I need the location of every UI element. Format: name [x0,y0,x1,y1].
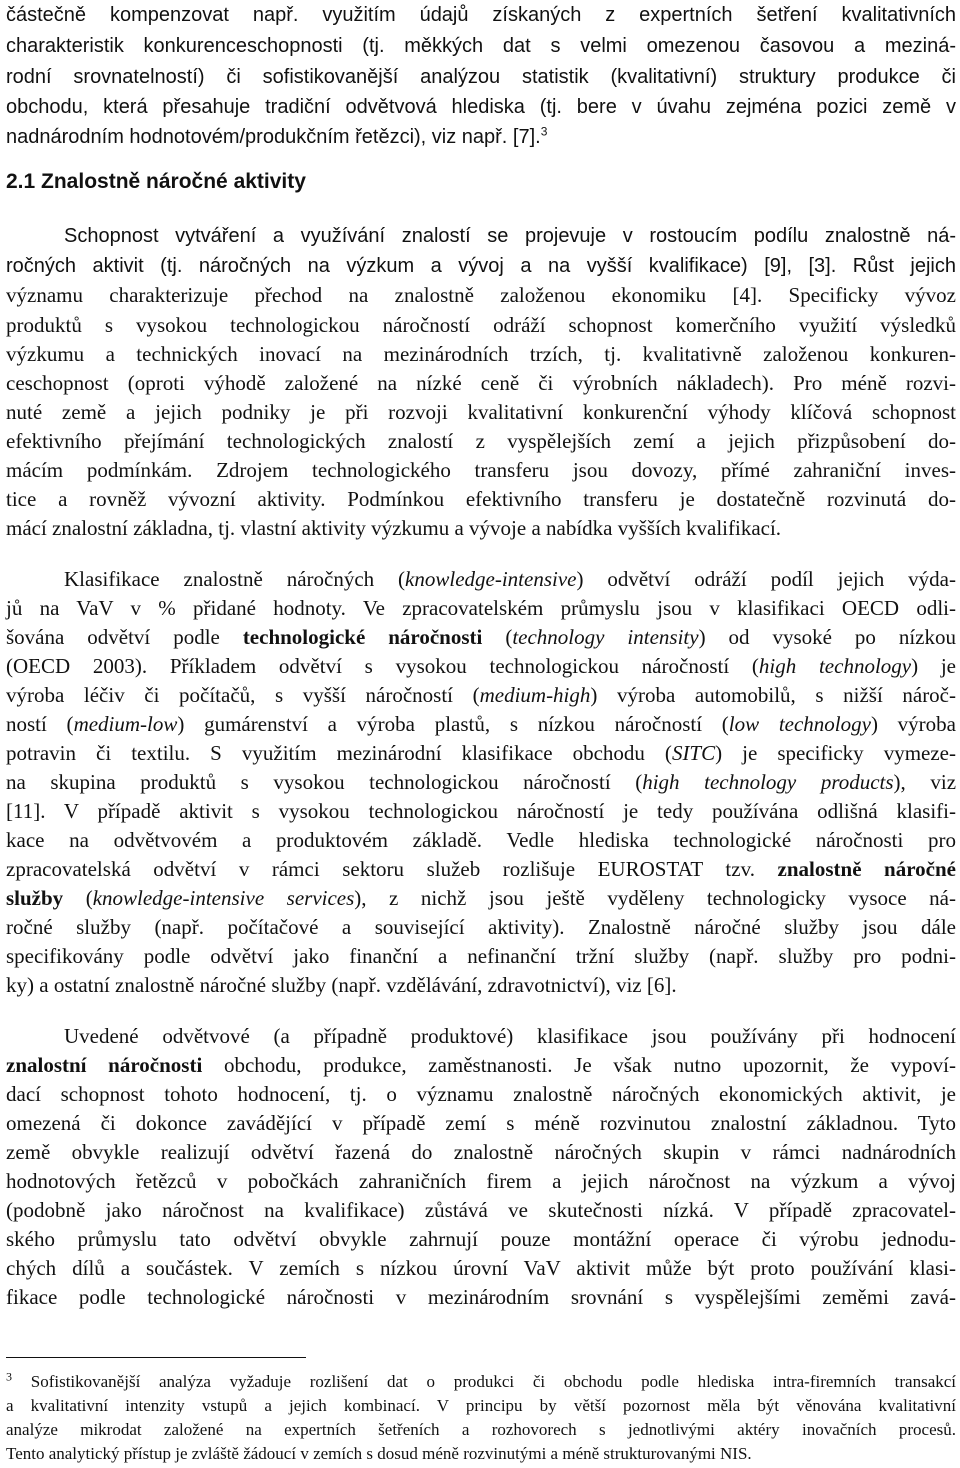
text-line: šována odvětví podle technologické náročnosti (technology intensity) od vysoké po nízkou [6,625,956,649]
footnote-line: Tento analytický přístup je zvláště žádoucí v zemích s dosud méně rozvinutými a méně strukturovanými NIS. [6,1444,752,1463]
text-line: (podobně jako náročnost na kvalifikace) zůstává ve skutečnosti nízká. V případě zpracovatel- [6,1198,956,1222]
text-line: země obvykle realizují odvětví řazená do znalostně náročných skupin v rámci nadnárodních [6,1140,956,1164]
text-line: ročných aktivit (tj. náročných na výzkum a vývoj a na vyšší kvalifikace) [9], [3]. Růst jejich [6,255,956,277]
text-line: významu charakterizuje přechod na znalostně založenou ekonomiku [4]. Specificky vývoz [6,283,956,307]
text-line: jů na VaV v % přidané hodnoty. Ve zpracovatelském průmyslu jsou v klasifikaci OECD odli- [6,596,956,620]
text-line: chých dílů a součástek. V zemích s nízkou úrovní VaV aktivit může být proto používání klasi- [6,1256,956,1280]
text-line: ky) a ostatní znalostně náročné služby (např. vzdělávání, zdravotnictví), viz [6]. [6,973,677,997]
footnote-ref[interactable]: 3 [540,124,548,139]
text-line: na skupina produktů s vysokou technologickou náročností (high technology products), viz [6,770,957,794]
text-line: výzkumu a technických inovací na mezinárodních trzích, tj. kvalitativně založenou konkuren- [6,342,956,366]
text-line: nadnárodním hodnotovém/produkčním řetězci), viz např. [7].$^3$ [6,124,548,148]
text-line: tice a rovněž vývozní aktivity. Podmínkou efektivního transferu je dostatečně rozvinutá do- [6,487,956,511]
footnote-line: analýze mikrodat založené na expertních šetřeních a rozhovorech s jednotlivými aktéry inovačních procesů. [6,1420,956,1439]
section-heading: 2.1 Znalostně náročné aktivity [6,170,306,193]
text-line: výroba léčiv či počítačů, s vyšší náročností (medium-high) výroba automobilů, s nižší nároč- [6,683,957,707]
text-line: služby (knowledge-intensive services), z nichž jsou ještě vyděleny technologicky vysoce ná- [6,886,956,910]
text-line: fikace podle technologické náročnosti v mezinárodním srovnání s vyspělejšími zeměmi zavá- [6,1285,956,1309]
text-line: ského průmyslu tato odvětví obvykle zahrnují pouze montážní operace či výrobu jednodu- [6,1227,956,1251]
footnote-mark: 3 [6,1369,12,1384]
text-line: [11]. V případě aktivit s vysokou technologickou náročností je tedy používána odlišná klasifi- [6,799,956,823]
text-line: Schopnost vytváření a využívání znalostí se projevuje v rostoucím podílu znalostně ná- [64,225,956,247]
text-line: produktů s vysokou technologickou náročností odráží schopnost komerčního využití výsledků [6,313,956,337]
text-line: kace na odvětvovém a produktovém základě. Vedle hlediska technologické náročnosti pro [6,828,956,852]
text-line: dací schopnost tohoto hodnocení, tj. o významu znalostně náročných ekonomických aktivit, je [6,1082,956,1106]
text-line: efektivního přejímání technologických znalostí z vyspělejších zemí a jejich přizpůsobení do- [6,429,956,453]
text-line: hodnotových řetězců v pobočkách zahraničních firem a jejich náročnost na výzkum a vývoj [6,1169,956,1193]
text-line: omezená či dokonce zavádějící v případě zemí s méně rozvinutou znalostní základnou. Tyto [6,1111,956,1135]
text-line: mácím podmínkám. Zdrojem technologického transferu jsou dovozy, přímé zahraniční inves- [6,458,956,482]
text-line: charakteristik konkurenceschopnosti (tj. měkkých dat s velmi omezenou časovou a meziná- [6,35,956,57]
text-line: obchodu, která přesahuje tradiční odvětvová hlediska (tj. bere v úvahu zejména pozici země v [6,96,956,118]
text-line: (OECD 2003). Příkladem odvětví s vysokou technologickou náročností (high technology) je [6,654,956,678]
footnote-separator [6,1357,306,1358]
footnote-line: $^3$ Sofistikovanější analýza vyžaduje rozlišení dat o produkci či obchodu podle hlediska intra-firemních transakcí [6,1369,957,1391]
text-line: potravin či textilu. S využitím mezinárodní klasifikace obchodu (SITC) je specificky vymeze- [6,741,956,765]
text-line: nuté země a jejich podniky je při rozvoji kvalitativní konkurenční výhody klíčová schopnost [6,400,956,424]
text-line: částečně kompenzovat např. využitím údajů získaných z expertních šetření kvalitativních [6,4,956,26]
text-line: mácí znalostní základna, tj. vlastní aktivity výzkumu a vývoje a nabídka vyšších kvalifikací. [6,516,782,540]
text-line: ročné služby (např. počítačové a související aktivity). Znalostně náročné služby jsou dále [6,915,956,939]
footnote-line: a kvalitativní intenzity vstupů a jejich kombinací. V principu by větší pozornost měla být věnována kvalitativní [6,1396,956,1415]
text-line: ností (medium-low) gumárenství a výroba plastů, s nízkou náročností (low technology) výroba [6,712,956,736]
text-line: specifikovány podle odvětví jako finanční a nefinanční tržní služby (např. služby pro podni- [6,944,956,968]
text-line: zpracovatelská odvětví v rámci sektoru služeb rozlišuje EUROSTAT tzv. znalostně náročné [6,857,956,881]
text-line: Uvedené odvětvové (a případně produktové) klasifikace jsou používány při hodnocení [64,1024,956,1048]
text-line: znalostní náročnosti obchodu, produkce, zaměstnanosti. Je však nutno upozornit, že vypoví- [6,1053,956,1077]
text-line: ceschopnost (oproti výhodě založené na nízké ceně či výrobních nákladech). Pro méně rozvi- [6,371,956,395]
text-line: Klasifikace znalostně náročných (knowledge-intensive) odvětví odráží podíl jejich výda- [64,567,956,591]
text-line: rodní srovnatelností) či sofistikovanější analýzou statistik (kvalitativní) struktury produkce či [6,66,956,88]
